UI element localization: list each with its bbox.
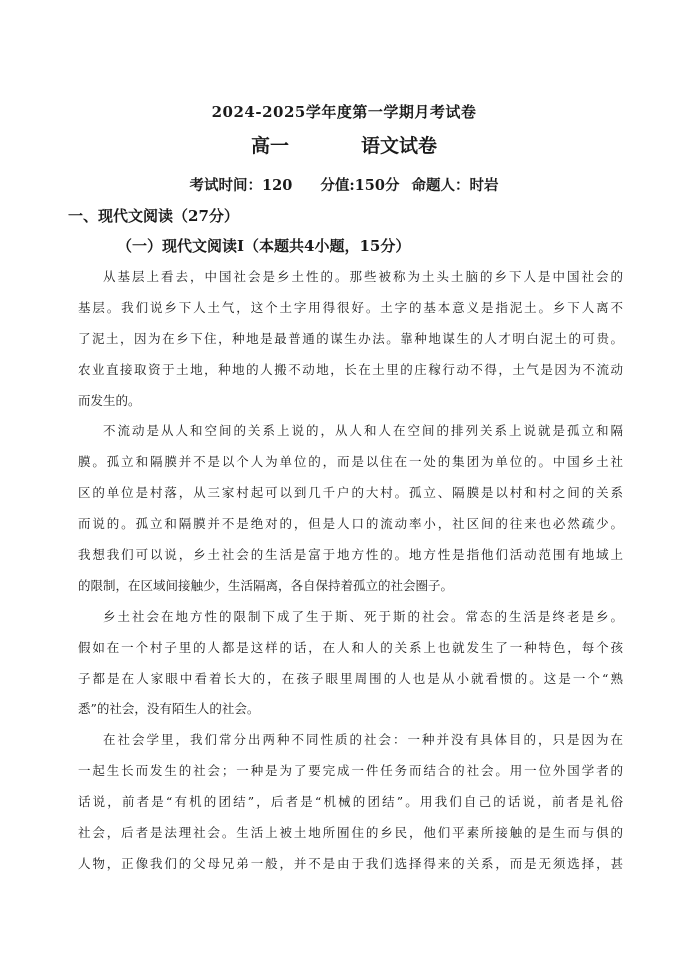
passage-line: 子都是在人家眼中看着长大的，在孩子眼里周围的人也是从小就看惯的。这是一个“熟 — [78, 670, 623, 686]
passage-line: 不流动是从人和空间的关系上说的，从人和人在空间的排列关系上说就是孤立和隔 — [103, 423, 623, 439]
subject-label: 语文试卷 — [361, 135, 438, 157]
passage-line: 假如在一个村子里的人都是这样的话，在人和人的关系上也就发生了一种特色，每个孩 — [78, 639, 623, 655]
passage-line: 基层。我们说乡下人土气，这个土字用得很好。土字的基本意义是指泥土。乡下人离不 — [78, 299, 623, 315]
passage-line: 膜。孤立和隔膜并不是以个人为单位的，而是以住在一处的集团为单位的。中国乡土社 — [78, 454, 623, 470]
section-heading: 一、现代文阅读（27分） — [68, 207, 239, 225]
passage-line: 在社会学里，我们常分出两种不同性质的社会：一种并没有具体目的，只是因为在 — [103, 732, 623, 748]
passage-line: 区的单位是村落，从三家村起可以到几千户的大村。孤立、隔膜是以村和村之间的关系 — [78, 485, 623, 501]
passage-line: 了泥土，因为在乡下住，种地是最普通的谋生办法。靠种地谋生的人才明白泥土的可贵。 — [78, 330, 623, 346]
passage-line: 一起生长而发生的社会；一种是为了要完成一件任务而结合的社会。用一位外国学者的 — [78, 763, 623, 779]
exam-title: 2024-2025学年度第一学期月考试卷 — [211, 103, 477, 121]
exam-info-line — [0, 174, 688, 195]
exam-author: 命题人：时岩 — [411, 177, 499, 194]
grade-label: 高一 — [250, 135, 289, 157]
passage-line: 乡土社会在地方性的限制下成了生于斯、死于斯的社会。常态的生活是终老是乡。 — [103, 608, 623, 624]
passage-line: 人物，正像我们的父母兄弟一般，并不是由于我们选择得来的关系，而是无须选择，甚 — [78, 855, 623, 871]
exam-time: 考试时间：120 — [189, 177, 293, 194]
reading-passage — [78, 262, 623, 880]
exam-score: 分值:150分 — [320, 177, 400, 194]
passage-line: 而发生的。 — [78, 392, 141, 408]
passage-line: 而说的。孤立和隔膜并不是绝对的，但是人口的流动率小，社区间的往来也必然疏少。 — [78, 516, 623, 532]
passage-line: 话说，前者是“有机的团结”，后者是“机械的团结”。用我们自己的话说，前者是礼俗 — [78, 794, 623, 810]
passage-line: 我想我们可以说，乡土社会的生活是富于地方性的。地方性是指他们活动范围有地域上 — [78, 547, 623, 563]
subject-line — [0, 131, 688, 158]
passage-line: 社会，后者是法理社会。生活上被土地所囿住的乡民，他们平素所接触的是生而与俱的 — [78, 825, 623, 841]
passage-line: 农业直接取资于土地，种地的人搬不动地，长在土里的庄稼行动不得，土气是因为不流动 — [78, 361, 623, 377]
passage-line: 从基层上看去，中国社会是乡土性的。那些被称为土头土脑的乡下人是中国社会的 — [103, 269, 623, 284]
passage-line: 的限制，在区域间接触少，生活隔离，各自保持着孤立的社会圈子。 — [78, 577, 454, 593]
passage-line: 悉”的社会，没有陌生人的社会。 — [78, 701, 260, 717]
subsection-heading: （一）现代文阅读Ⅰ（本题共4小题，15分） — [117, 237, 411, 255]
